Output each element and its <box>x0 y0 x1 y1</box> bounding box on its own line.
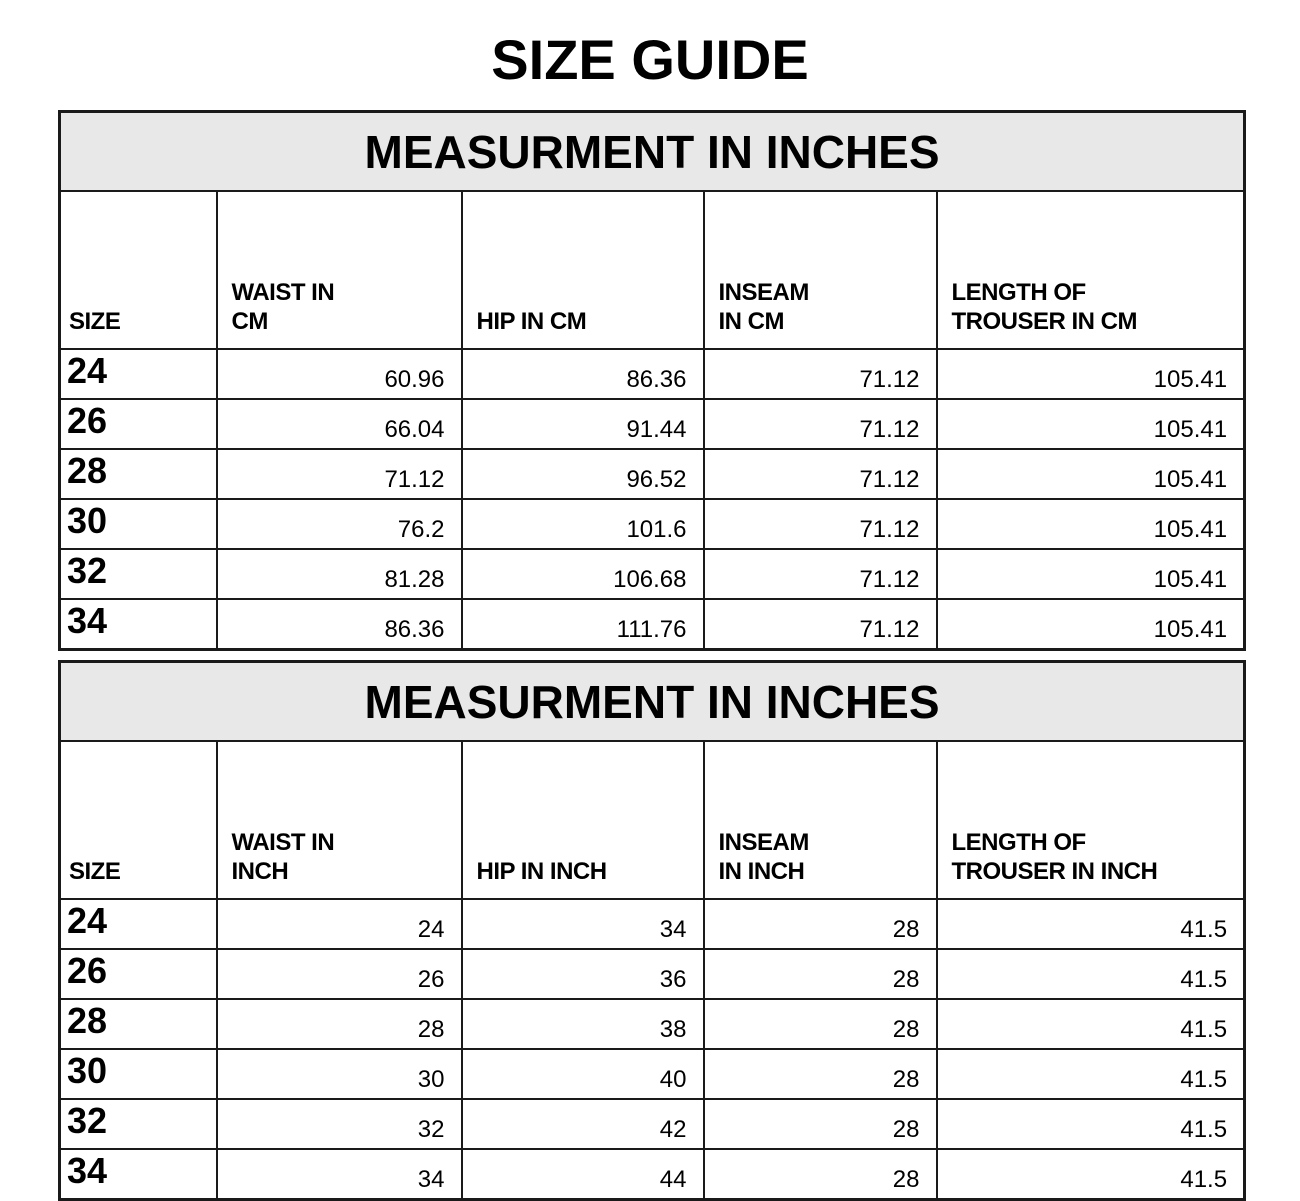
page-title: SIZE GUIDE <box>491 28 809 91</box>
inseam-cell: 28 <box>704 999 937 1049</box>
inseam-cell: 28 <box>704 949 937 999</box>
hip-cell: 101.6 <box>462 499 704 549</box>
inseam-cell: 71.12 <box>704 349 937 399</box>
hip-cell: 111.76 <box>462 599 704 650</box>
length-cell: 41.5 <box>937 1099 1245 1149</box>
length-cell: 105.41 <box>937 349 1245 399</box>
column-header-length: LENGTH OF TROUSER IN CM <box>937 191 1245 349</box>
size-cell: 34 <box>60 1149 217 1200</box>
hip-cell: 34 <box>462 899 704 949</box>
table-banner: MEASURMENT IN INCHES <box>60 662 1245 742</box>
waist-cell: 76.2 <box>217 499 462 549</box>
hip-cell: 42 <box>462 1099 704 1149</box>
waist-cell: 28 <box>217 999 462 1049</box>
column-header-length: LENGTH OF TROUSER IN INCH <box>937 741 1245 899</box>
table-row <box>60 549 1245 599</box>
waist-cell: 30 <box>217 1049 462 1099</box>
hip-cell: 40 <box>462 1049 704 1099</box>
waist-cell: 60.96 <box>217 349 462 399</box>
hip-cell: 91.44 <box>462 399 704 449</box>
inseam-cell: 71.12 <box>704 399 937 449</box>
table-row <box>60 449 1245 499</box>
size-cell: 30 <box>60 499 217 549</box>
table-row <box>60 949 1245 999</box>
waist-cell: 86.36 <box>217 599 462 650</box>
length-cell: 41.5 <box>937 1049 1245 1099</box>
length-cell: 105.41 <box>937 599 1245 650</box>
size-cell: 24 <box>60 349 217 399</box>
column-header-hip: HIP IN INCH <box>462 741 704 899</box>
table-banner: MEASURMENT IN INCHES <box>60 112 1245 192</box>
column-header-inseam: INSEAM IN CM <box>704 191 937 349</box>
length-cell: 41.5 <box>937 949 1245 999</box>
size-cell: 32 <box>60 1099 217 1149</box>
table-body <box>60 349 1245 650</box>
column-header-size: SIZE <box>60 191 217 349</box>
size-cell: 26 <box>60 399 217 449</box>
waist-cell: 71.12 <box>217 449 462 499</box>
length-cell: 105.41 <box>937 399 1245 449</box>
table-row <box>60 399 1245 449</box>
column-header-size: SIZE <box>60 741 217 899</box>
column-header-row <box>60 191 1245 349</box>
waist-cell: 34 <box>217 1149 462 1200</box>
inseam-cell: 28 <box>704 1149 937 1200</box>
hip-cell: 86.36 <box>462 349 704 399</box>
length-cell: 41.5 <box>937 999 1245 1049</box>
hip-cell: 36 <box>462 949 704 999</box>
table-row <box>60 999 1245 1049</box>
column-header-inseam: INSEAM IN INCH <box>704 741 937 899</box>
column-header-row <box>60 741 1245 899</box>
hip-cell: 106.68 <box>462 549 704 599</box>
length-cell: 41.5 <box>937 899 1245 949</box>
inseam-cell: 71.12 <box>704 449 937 499</box>
size-cell: 28 <box>60 999 217 1049</box>
length-cell: 105.41 <box>937 499 1245 549</box>
inseam-cell: 71.12 <box>704 499 937 549</box>
table-row <box>60 1049 1245 1099</box>
waist-cell: 24 <box>217 899 462 949</box>
inseam-cell: 71.12 <box>704 599 937 650</box>
length-cell: 105.41 <box>937 549 1245 599</box>
size-cell: 30 <box>60 1049 217 1099</box>
size-cell: 32 <box>60 549 217 599</box>
table-body <box>60 899 1245 1200</box>
table-row <box>60 1099 1245 1149</box>
column-header-waist: WAIST IN CM <box>217 191 462 349</box>
table-row <box>60 599 1245 650</box>
size-table-inch <box>58 660 1246 1201</box>
inseam-cell: 28 <box>704 1099 937 1149</box>
size-cell: 26 <box>60 949 217 999</box>
hip-cell: 38 <box>462 999 704 1049</box>
table-row <box>60 1149 1245 1200</box>
hip-cell: 44 <box>462 1149 704 1200</box>
size-cell: 28 <box>60 449 217 499</box>
size-table-cm <box>58 110 1246 651</box>
inseam-cell: 71.12 <box>704 549 937 599</box>
length-cell: 41.5 <box>937 1149 1245 1200</box>
table-row <box>60 349 1245 399</box>
hip-cell: 96.52 <box>462 449 704 499</box>
waist-cell: 66.04 <box>217 399 462 449</box>
column-header-waist: WAIST IN INCH <box>217 741 462 899</box>
column-header-hip: HIP IN CM <box>462 191 704 349</box>
waist-cell: 32 <box>217 1099 462 1149</box>
table-row <box>60 899 1245 949</box>
inseam-cell: 28 <box>704 1049 937 1099</box>
size-cell: 34 <box>60 599 217 650</box>
inseam-cell: 28 <box>704 899 937 949</box>
waist-cell: 81.28 <box>217 549 462 599</box>
waist-cell: 26 <box>217 949 462 999</box>
table-row <box>60 499 1245 549</box>
length-cell: 105.41 <box>937 449 1245 499</box>
size-cell: 24 <box>60 899 217 949</box>
